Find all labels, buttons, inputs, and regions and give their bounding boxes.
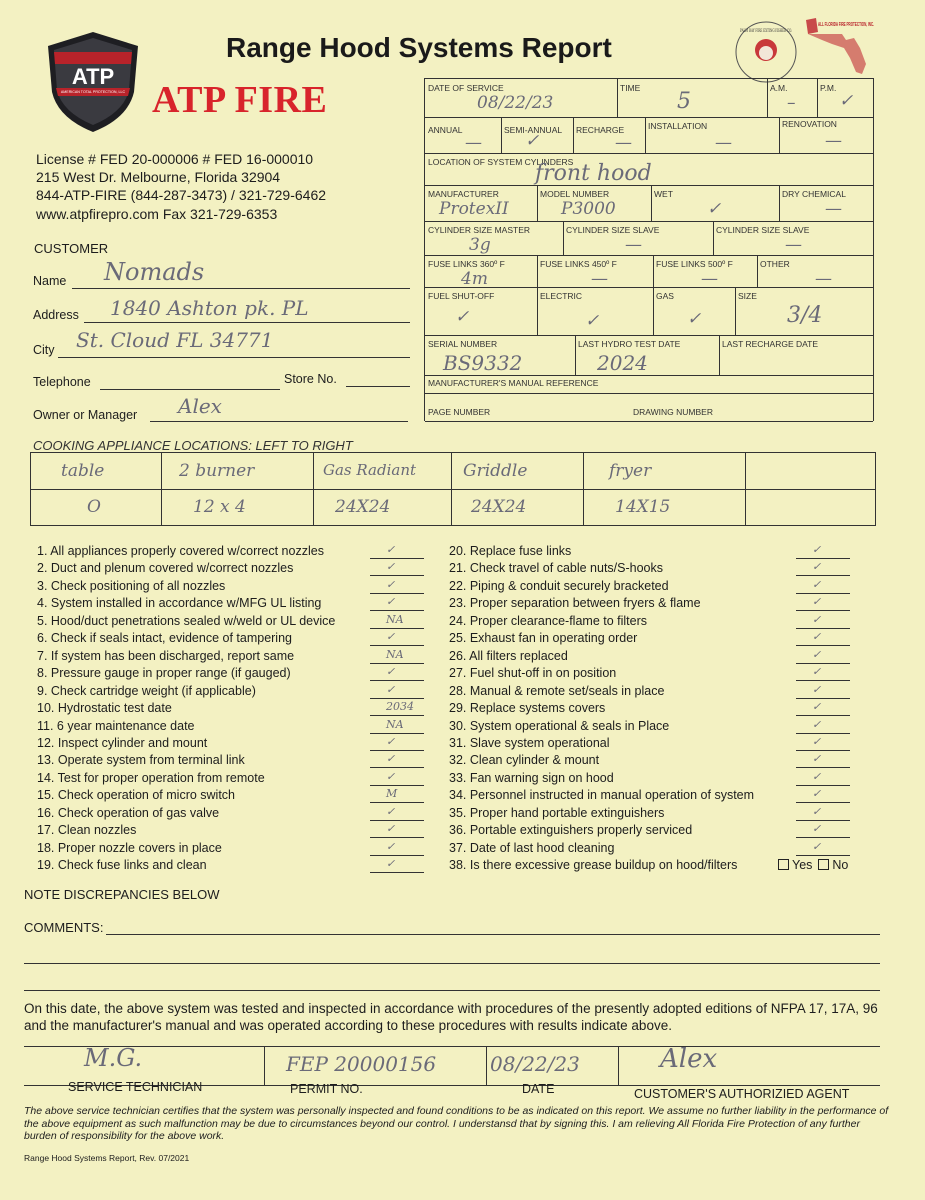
web-line: www.atpfirepro.com Fax 321-729-6353 [36,206,278,222]
technician-label: SERVICE TECHNICIAN [68,1080,203,1094]
left-checklist-item-text: 8. Pressure gauge in proper range (if gauged) [37,666,291,681]
semi-annual-label: SEMI-ANNUAL [504,125,563,135]
right-checklist-answer-line [796,715,850,716]
fuse360-field[interactable]: 4m [461,269,488,289]
atp-shield-logo [44,30,142,134]
date-signature-label: DATE [522,1082,555,1096]
seal1-text: PALM BAY FIRE EXTINGUISHER CO. [740,28,793,34]
permit-label: PERMIT NO. [290,1082,363,1096]
palm-bay-seal [734,20,798,84]
left-checklist-answer-mark[interactable]: NA [386,717,404,731]
right-checklist-answer-line [796,645,850,646]
left-checklist-answer-line [370,558,424,559]
annual-field[interactable]: — [465,133,482,153]
right-checklist-answer-mark[interactable]: ✓ [812,682,822,696]
right-checklist-answer-line [796,698,850,699]
right-checklist-item-text: 21. Check travel of cable nuts/S-hooks [449,561,664,576]
manual-ref-label: MANUFACTURER'S MANUAL REFERENCE [428,378,599,388]
appliance-1-size[interactable]: O [87,497,101,517]
customer-heading: CUSTOMER [34,241,109,256]
address-label: Address [33,308,79,322]
left-checklist-answer-line [370,610,424,611]
time-field[interactable]: 5 [677,89,691,114]
appliance-5-size[interactable]: 14X15 [615,497,671,517]
right-checklist-item-text: 30. System operational & seals in Place [449,718,670,733]
right-checklist-item-text: 25. Exhaust fan in operating order [449,631,638,646]
fuse450-label: FUSE LINKS 450º F [540,259,617,269]
page-number-label: PAGE NUMBER [428,407,491,417]
other-field[interactable]: — [815,269,832,289]
right-checklist-answer-line [796,610,850,611]
left-checklist-answer-mark[interactable]: ✓ [386,769,396,783]
annual-label: ANNUAL [428,125,463,135]
left-checklist-answer-line [370,680,424,681]
left-checklist-answer-line [370,750,424,751]
left-checklist-answer-mark[interactable]: ✓ [386,822,396,836]
model-field[interactable]: P3000 [561,199,616,219]
appliance-table [30,452,876,526]
right-checklist-answer-line [796,837,850,838]
left-checklist-item-text: 10. Hydrostatic test date [37,701,172,716]
right-checklist-item-text: 34. Personnel instructed in manual operation of system [449,788,755,803]
technician-signature[interactable]: M.G. [84,1044,143,1072]
left-checklist-answer-line [370,575,424,576]
right-checklist-answer-mark[interactable]: ✓ [812,752,822,766]
left-checklist-answer-line [370,837,424,838]
logo-atp-text: ATP [71,64,115,89]
electric-field[interactable]: ✓ [585,311,600,331]
right-checklist-item-text: 33. Fan warning sign on hood [449,770,614,785]
left-checklist-answer-mark[interactable]: ✓ [386,804,396,818]
right-checklist-item-text: 28. Manual & remote set/seals in place [449,683,665,698]
right-checklist-item-text: 32. Clean cylinder & mount [449,753,600,768]
fuse500-field[interactable]: — [701,269,718,289]
left-checklist-answer-mark[interactable]: M [386,787,398,801]
no-checkbox[interactable] [818,859,829,870]
left-checklist-answer-line [370,593,424,594]
renovation-field[interactable]: — [825,131,842,151]
left-checklist-answer-line [370,698,424,699]
yes-checkbox[interactable] [778,859,789,870]
appliance-2-name[interactable]: 2 burner [179,461,255,481]
right-checklist-answer-mark[interactable]: ✓ [812,543,822,556]
left-checklist-answer-mark[interactable]: ✓ [386,682,396,696]
right-checklist-answer-mark[interactable]: ✓ [812,577,822,591]
left-checklist-item-text: 6. Check if seals intact, evidence of tampering [37,631,292,646]
electric-label: ELECTRIC [540,291,583,301]
grease-yes-no [772,858,848,872]
appliance-4-name[interactable]: Griddle [463,461,528,481]
right-checklist-item-text: 37. Date of last hood cleaning [449,840,615,855]
cyl-slave2-label: CYLINDER SIZE SLAVE [716,225,810,235]
left-checklist-answer-line [370,733,424,734]
left-checklist-answer-mark[interactable]: ✓ [386,665,396,679]
left-checklist-item-text: 4. System installed in accordance w/MFG UL listing [37,596,322,611]
left-checklist-item-text: 11. 6 year maintenance date [37,718,195,733]
left-checklist-answer-line [370,785,424,786]
left-checklist-answer-mark[interactable]: ✓ [386,543,396,556]
right-checklist-answer-line [796,750,850,751]
recharge-label: RECHARGE [576,125,625,135]
no-label: No [832,858,849,873]
left-checklist-answer-mark[interactable]: NA [386,647,404,661]
left-checklist-answer-mark[interactable]: ✓ [386,857,396,871]
seal2-text: ALL FLORIDA FIRE PROTECTION, INC. [818,22,875,28]
signature-date-field[interactable]: 08/22/23 [490,1052,580,1076]
right-checklist-answer-line [796,575,850,576]
city-label: City [33,343,55,357]
right-checklist-answer-mark[interactable]: ✓ [812,804,822,818]
left-checklist-answer-mark[interactable]: ✓ [386,839,396,853]
fuse450-field[interactable]: — [591,269,608,289]
hydro-label: LAST HYDRO TEST DATE [578,339,681,349]
left-checklist-item-text: 13. Operate system from terminal link [37,753,245,768]
left-checklist-answer-mark[interactable]: ✓ [386,560,396,574]
left-checklist-answer-mark[interactable]: ✓ [386,595,396,609]
report-title: Range Hood Systems Report [226,32,612,63]
serial-label: SERIAL NUMBER [428,339,498,349]
dry-chemical-label: DRY CHEMICAL [782,189,846,199]
disclaimer-text: The above service technician certifies that the system was personally inspected and found conditions to be as indicated on this report. We assume no further liability in the performance of the above equipment as such malfunction may be due to circumstances beyond our control. I understansd that by signing this. I am relieving All Florida Fire Protection of any further burden of responsibility for the above work. [24,1105,889,1142]
customer-name-field[interactable]: Nomads [104,258,205,286]
left-checklist-answer-mark[interactable]: ✓ [386,630,396,644]
semi-annual-field[interactable]: ✓ [525,131,540,151]
left-checklist-item-text: 12. Inspect cylinder and mount [37,735,208,750]
address-line: 215 West Dr. Melbourne, Florida 32904 [36,169,281,185]
hydro-field[interactable]: 2024 [597,351,648,375]
right-checklist-answer-mark[interactable]: ✓ [812,630,822,644]
other-label: OTHER [760,259,790,269]
model-label: MODEL NUMBER [540,189,610,199]
left-checklist-item-text: 17. Clean nozzles [37,823,137,838]
left-checklist-answer-line [370,663,424,664]
right-checklist-answer-line [796,628,850,629]
left-checklist-answer-line [370,802,424,803]
left-checklist-item-text: 9. Check cartridge weight (if applicable) [37,683,256,698]
am-field[interactable]: – [787,93,796,113]
comments-label: COMMENTS: [24,920,104,935]
customer-address-field[interactable]: 1840 Ashton pk. PL [110,296,309,320]
right-checklist-answer-mark[interactable]: ✓ [812,717,822,731]
certification-statement: On this date, the above system was tested and inspected in accordance with procedures of the presently adopted editions of NFPA 17, 17A, 96 and the manufacturer's manual and was operated according to these procedures with results indicate above. [24,1001,878,1033]
dry-chemical-field[interactable]: — [825,199,842,219]
permit-number-field[interactable]: FEP 20000156 [286,1052,437,1076]
right-checklist-answer-mark[interactable]: ✓ [812,734,822,748]
left-checklist-answer-mark[interactable]: 2034 [386,700,414,714]
right-checklist-answer-mark[interactable]: ✓ [812,769,822,783]
appliance-3-name[interactable]: Gas Radiant [323,461,417,479]
left-checklist-answer-line [370,820,424,821]
pm-field[interactable]: ✓ [839,91,854,111]
wet-label: WET [654,189,673,199]
date-label: DATE OF SERVICE [428,83,504,93]
time-label: TIME [620,83,641,93]
right-checklist-answer-mark[interactable]: ✓ [812,560,822,574]
date-field[interactable]: 08/22/23 [477,93,554,113]
agent-label: CUSTOMER'S AUTHORIZIED AGENT [634,1087,850,1101]
right-checklist-item-text: 27. Fuel shut-off in on position [449,666,617,681]
left-checklist-item-text: 3. Check positioning of all nozzles [37,578,226,593]
right-checklist-answer-mark[interactable]: ✓ [812,787,822,801]
right-checklist-answer-mark[interactable]: ✓ [812,612,822,626]
right-checklist-item-text: 38. Is there excessive grease buildup on hood/filters [449,858,738,873]
right-checklist-answer-line [796,855,850,856]
left-checklist-item-text: 2. Duct and plenum covered w/correct nozzles [37,561,294,576]
left-checklist-answer-line [370,645,424,646]
left-checklist-item-text: 15. Check operation of micro switch [37,788,236,803]
yes-label: Yes [792,858,813,873]
right-checklist-item-text: 31. Slave system operational [449,735,610,750]
right-checklist-answer-mark[interactable]: ✓ [812,700,822,714]
owner-label: Owner or Manager [33,408,138,422]
left-checklist-item-text: 5. Hood/duct penetrations sealed w/weld or UL device [37,613,336,628]
renovation-label: RENOVATION [782,119,837,129]
name-label: Name [33,274,67,288]
right-checklist-answer-line [796,733,850,734]
fuse500-label: FUSE LINKS 500º F [656,259,733,269]
right-checklist-item-text: 23. Proper separation between fryers & flame [449,596,701,611]
telephone-label: Telephone [33,375,91,389]
left-checklist-item-text: 1. All appliances properly covered w/correct nozzles [37,544,324,558]
manufacturer-label: MANUFACTURER [428,189,499,199]
recharge-field[interactable]: — [615,133,632,153]
right-checklist-item-text: 36. Portable extinguishers properly serviced [449,823,693,838]
left-checklist-answer-line [370,628,424,629]
agent-signature[interactable]: Alex [660,1044,718,1074]
left-checklist-answer-mark[interactable]: ✓ [386,752,396,766]
appliance-1-name[interactable]: table [61,461,105,481]
right-checklist-item-text: 29. Replace systems covers [449,701,606,716]
left-checklist-answer-mark[interactable]: ✓ [386,734,396,748]
cyl-slave-label: CYLINDER SIZE SLAVE [566,225,660,235]
left-checklist-item-text: 16. Check operation of gas valve [37,805,220,820]
left-checklist-answer-line [370,855,424,856]
footer-revision: Range Hood Systems Report, Rev. 07/2021 [24,1153,190,1163]
right-checklist-answer-line [796,767,850,768]
left-checklist-answer-line [370,715,424,716]
right-checklist-item-text: 26. All filters replaced [449,648,568,663]
right-checklist-answer-line [796,820,850,821]
drawing-number-label: DRAWING NUMBER [633,407,713,417]
size-field[interactable]: 3/4 [787,303,823,328]
right-checklist-answer-line [796,785,850,786]
left-checklist-item-text: 19. Check fuse links and clean [37,858,207,873]
last-recharge-label: LAST RECHARGE DATE [722,339,819,349]
right-checklist-answer-line [796,558,850,559]
am-label: A.M. [770,83,788,93]
right-checklist-answer-line [796,593,850,594]
installation-field[interactable]: — [715,133,732,153]
appliance-4-size[interactable]: 24X24 [471,497,527,517]
right-checklist-answer-mark[interactable]: ✓ [812,822,822,836]
right-checklist-answer-line [796,663,850,664]
right-checklist-answer-mark[interactable]: ✓ [812,839,822,853]
cyl-slave2-field[interactable]: — [785,235,802,255]
phone-line: 844-ATP-FIRE (844-287-3473) / 321-729-6462 [36,187,327,203]
right-checklist-answer-line [796,680,850,681]
right-checklist-item-text: 22. Piping & conduit securely bracketed [449,578,669,593]
wet-field[interactable]: ✓ [707,199,722,219]
right-checklist-item-text: 20. Replace fuse links [449,544,572,558]
left-checklist-answer-line [370,872,424,873]
location-field[interactable]: front hood [535,161,652,186]
fuel-shutoff-field[interactable]: ✓ [455,307,470,327]
right-checklist-answer-mark[interactable]: ✓ [812,595,822,609]
cyl-slave-field[interactable]: — [625,235,642,255]
all-florida-logo [802,14,878,80]
fuse360-label: FUSE LINKS 360º F [428,259,505,269]
cyl-master-field[interactable]: 3g [469,235,491,255]
appliance-3-size[interactable]: 24X24 [335,497,391,517]
right-checklist-answer-line [796,802,850,803]
service-details-grid [424,78,874,421]
license-line: License # FED 20-000006 # FED 16-000010 [36,151,314,167]
right-checklist-answer-mark[interactable]: ✓ [812,647,822,661]
fuel-shutoff-label: FUEL SHUT-OFF [428,291,495,301]
appliance-2-size[interactable]: 12 x 4 [193,497,246,517]
appliance-5-name[interactable]: fryer [609,461,652,481]
size-label: SIZE [738,291,757,301]
right-checklist-item-text: 35. Proper hand portable extinguishers [449,805,665,820]
brand-name: ATP FIRE [152,79,328,121]
owner-field[interactable]: Alex [178,394,222,418]
logo-sub-text: AMERICAN TOTAL PROTECTION, LLC [60,90,126,94]
left-checklist-answer-mark[interactable]: ✓ [386,577,396,591]
left-checklist-item-text: 7. If system has been discharged, report same [37,648,295,663]
discrepancies-heading: NOTE DISCREPANCIES BELOW [24,887,220,902]
appliance-locations-title: COOKING APPLIANCE LOCATIONS: LEFT TO RIGHT [33,438,353,453]
cyl-master-label: CYLINDER SIZE MASTER [428,225,531,235]
gas-label: GAS [656,291,674,301]
left-checklist-item-text: 14. Test for proper operation from remote [37,770,265,785]
right-checklist-answer-mark[interactable]: ✓ [812,665,822,679]
left-checklist-answer-mark[interactable]: NA [386,612,404,626]
left-checklist-item-text: 18. Proper nozzle covers in place [37,840,222,855]
location-label: LOCATION OF SYSTEM CYLINDERS [428,157,574,167]
customer-city-field[interactable]: St. Cloud FL 34771 [76,328,274,352]
manufacturer-field[interactable]: ProtexII [439,199,509,219]
serial-field[interactable]: BS9332 [443,351,523,375]
left-checklist-answer-line [370,767,424,768]
installation-label: INSTALLATION [648,121,708,131]
store-label: Store No. [284,372,337,386]
pm-label: P.M. [820,83,837,93]
gas-field[interactable]: ✓ [687,309,702,329]
right-checklist-item-text: 24. Proper clearance-flame to filters [449,613,648,628]
